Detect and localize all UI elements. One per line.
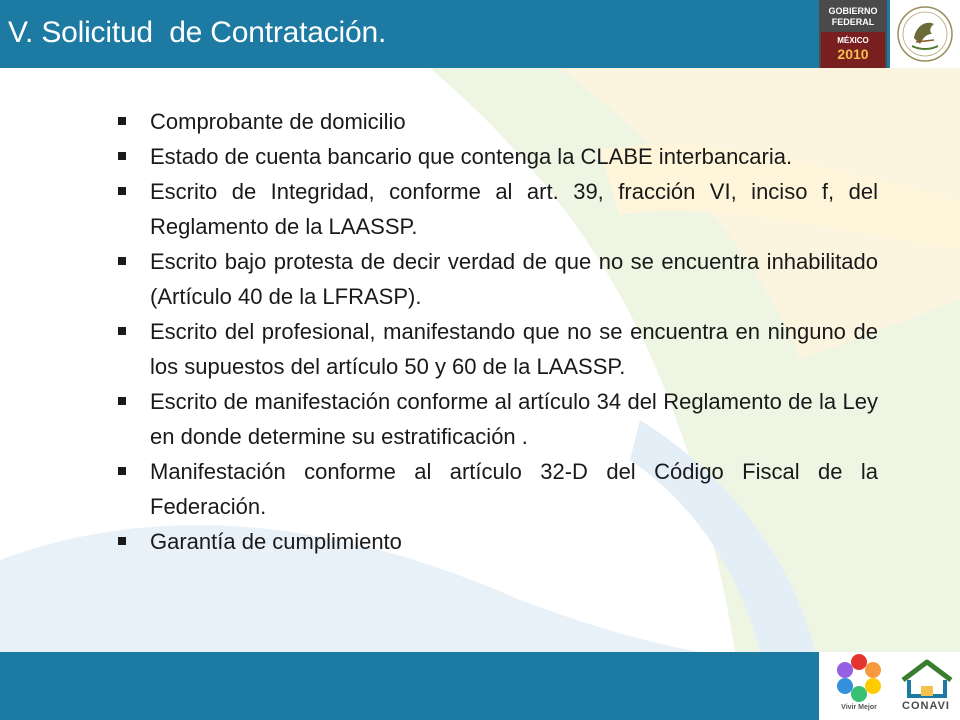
list-item xyxy=(118,139,878,174)
gov-logo-mexico: MÉXICO xyxy=(837,36,869,45)
square-bullet-icon xyxy=(118,467,126,475)
footer-bar xyxy=(0,652,960,720)
list-item-text: Escrito del profesional, manifestando que no se encuentra en ninguno de los supuestos del artículo 50 y 60 de la LAASSP. xyxy=(150,319,878,379)
list-item-text: Escrito de Integridad, conforme al art. 39, fracción VI, inciso f, del Reglamento de la LAASSP. xyxy=(150,179,878,239)
list-item-text: Escrito bajo protesta de decir verdad de que no se encuentra inhabilitado (Artículo 40 de la LFRASP). xyxy=(150,249,878,309)
list-item xyxy=(118,104,878,139)
list-item xyxy=(118,384,878,454)
list-item xyxy=(118,314,878,384)
square-bullet-icon xyxy=(118,152,126,160)
gobierno-federal-logo-icon xyxy=(819,0,887,68)
page-title: V. Solicitud de Contratación. xyxy=(8,16,387,49)
square-bullet-icon xyxy=(118,397,126,405)
list-item-text: Comprobante de domicilio xyxy=(150,109,406,134)
list-item xyxy=(118,454,878,524)
list-item-text: Estado de cuenta bancario que contenga la CLABE interbancaria. xyxy=(150,144,793,169)
gov-logo-line2: FEDERAL xyxy=(831,17,875,27)
square-bullet-icon xyxy=(118,117,126,125)
conavi-label: CONAVI xyxy=(902,700,950,712)
requirements-list xyxy=(118,104,878,559)
requirements-content xyxy=(118,104,878,559)
list-item xyxy=(118,174,878,244)
square-bullet-icon xyxy=(118,187,126,195)
square-bullet-icon xyxy=(118,257,126,265)
gov-logo-year: 2010 xyxy=(837,46,869,62)
gov-logo-line1: GOBIERNO xyxy=(828,6,878,16)
list-item xyxy=(118,524,878,559)
mexican-coat-of-arms-icon xyxy=(890,0,960,68)
list-item-text: Manifestación conforme al artículo 32-D del Código Fiscal de la Federación. xyxy=(150,459,878,519)
vivir-mejor-label: Vivir Mejor xyxy=(841,704,877,711)
square-bullet-icon xyxy=(118,537,126,545)
conavi-house-icon xyxy=(819,652,960,720)
list-item xyxy=(118,244,878,314)
footer-logos xyxy=(819,652,960,720)
mexico-2010-band xyxy=(821,32,885,68)
header-bar xyxy=(0,0,960,68)
list-item-text: Garantía de cumplimiento xyxy=(150,529,402,554)
square-bullet-icon xyxy=(118,327,126,335)
list-item-text: Escrito de manifestación conforme al artículo 34 del Reglamento de la Ley en donde determine su estratificación . xyxy=(150,389,878,449)
